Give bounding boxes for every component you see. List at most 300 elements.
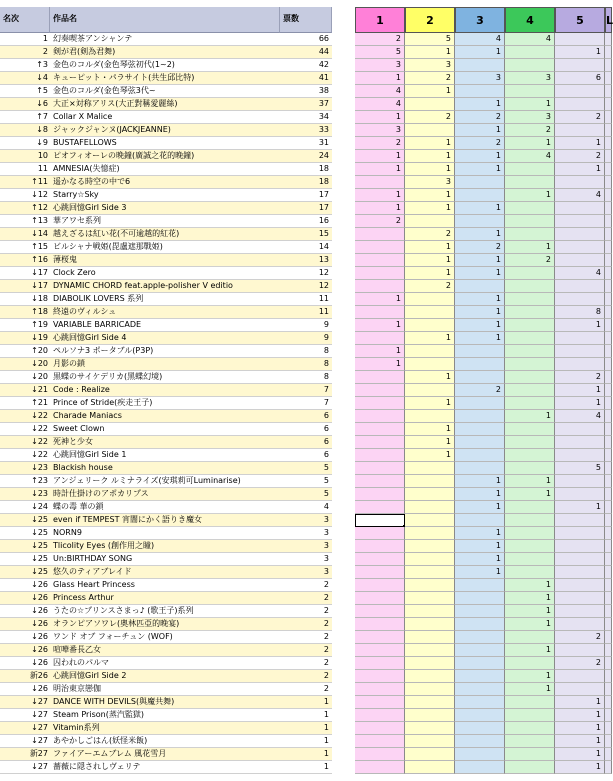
votes-cell[interactable]: 5: [280, 488, 332, 501]
score-cell[interactable]: 1: [355, 163, 405, 176]
title-cell[interactable]: BUSTAFELLOWS: [50, 137, 280, 150]
score-cell[interactable]: 1: [455, 163, 505, 176]
score-cell[interactable]: [455, 189, 505, 202]
score-cell[interactable]: [605, 215, 612, 228]
title-cell[interactable]: 越えざるは紅い花(不可逾越的紅花): [50, 228, 280, 241]
score-cell[interactable]: [405, 384, 455, 397]
rank-cell[interactable]: ↓27: [0, 735, 50, 748]
score-cell[interactable]: [605, 592, 612, 605]
score-cell[interactable]: 1: [505, 137, 555, 150]
score-cell[interactable]: [455, 670, 505, 683]
score-cell[interactable]: [555, 449, 605, 462]
rank-cell[interactable]: ↓19: [0, 332, 50, 345]
votes-cell[interactable]: 6: [280, 410, 332, 423]
score-cell[interactable]: [505, 371, 555, 384]
score-cell[interactable]: [605, 449, 612, 462]
votes-cell[interactable]: 42: [280, 59, 332, 72]
score-cell[interactable]: [555, 566, 605, 579]
title-cell[interactable]: 華アワセ系列: [50, 215, 280, 228]
score-cell[interactable]: [605, 319, 612, 332]
score-cell[interactable]: [405, 566, 455, 579]
score-cell[interactable]: [505, 696, 555, 709]
votes-cell[interactable]: 2: [280, 605, 332, 618]
rank-cell[interactable]: ↓25: [0, 540, 50, 553]
rank-cell[interactable]: 10: [0, 150, 50, 163]
rank-cell[interactable]: ↓27: [0, 709, 50, 722]
votes-cell[interactable]: 9: [280, 319, 332, 332]
score-cell[interactable]: [405, 709, 455, 722]
votes-cell[interactable]: 13: [280, 254, 332, 267]
score-cell[interactable]: [405, 683, 455, 696]
score-cell[interactable]: 1: [405, 436, 455, 449]
selected-cell[interactable]: [355, 514, 405, 527]
score-cell[interactable]: [605, 709, 612, 722]
title-cell[interactable]: 大正×対称アリス(大正對稱愛麗絲): [50, 98, 280, 111]
votes-cell[interactable]: 16: [280, 215, 332, 228]
score-cell[interactable]: [605, 332, 612, 345]
votes-cell[interactable]: 2: [280, 670, 332, 683]
score-cell[interactable]: 1: [455, 540, 505, 553]
score-cell[interactable]: [355, 423, 405, 436]
score-cell[interactable]: 1: [555, 397, 605, 410]
score-cell[interactable]: [355, 579, 405, 592]
score-cell[interactable]: [505, 761, 555, 774]
score-cell[interactable]: [605, 566, 612, 579]
score-cell[interactable]: [505, 345, 555, 358]
title-cell[interactable]: AMNESIA(失憶症): [50, 163, 280, 176]
title-cell[interactable]: Clock Zero: [50, 267, 280, 280]
votes-cell[interactable]: 2: [280, 644, 332, 657]
score-cell[interactable]: 1: [505, 579, 555, 592]
rank-cell[interactable]: ↓26: [0, 618, 50, 631]
votes-cell[interactable]: 11: [280, 306, 332, 319]
score-cell[interactable]: [505, 306, 555, 319]
score-cell[interactable]: [605, 150, 612, 163]
score-cell[interactable]: [605, 514, 612, 527]
score-cell[interactable]: [455, 696, 505, 709]
score-cell[interactable]: [505, 293, 555, 306]
column-header-2[interactable]: 2: [405, 7, 455, 33]
votes-cell[interactable]: 2: [280, 618, 332, 631]
score-cell[interactable]: [555, 592, 605, 605]
rank-cell[interactable]: ↑19: [0, 319, 50, 332]
rank-cell[interactable]: ↓26: [0, 644, 50, 657]
score-cell[interactable]: [355, 306, 405, 319]
score-cell[interactable]: 2: [455, 241, 505, 254]
column-header-6[interactable]: L: [605, 7, 612, 33]
score-cell[interactable]: [605, 59, 612, 72]
score-cell[interactable]: 1: [455, 267, 505, 280]
score-cell[interactable]: [555, 254, 605, 267]
score-cell[interactable]: [605, 735, 612, 748]
score-cell[interactable]: 2: [555, 111, 605, 124]
title-cell[interactable]: 心跳回憶Girl Side 1: [50, 449, 280, 462]
score-cell[interactable]: 2: [355, 215, 405, 228]
score-cell[interactable]: [605, 657, 612, 670]
rank-cell[interactable]: ↑3: [0, 59, 50, 72]
score-cell[interactable]: 1: [555, 748, 605, 761]
score-cell[interactable]: 1: [355, 189, 405, 202]
score-cell[interactable]: 2: [455, 111, 505, 124]
score-cell[interactable]: [555, 345, 605, 358]
score-cell[interactable]: [555, 215, 605, 228]
title-cell[interactable]: VARIABLE BARRICADE: [50, 319, 280, 332]
score-cell[interactable]: [355, 176, 405, 189]
score-cell[interactable]: [505, 358, 555, 371]
score-cell[interactable]: [555, 33, 605, 46]
votes-cell[interactable]: 6: [280, 449, 332, 462]
score-cell[interactable]: 2: [405, 111, 455, 124]
title-cell[interactable]: 囚われのパルマ: [50, 657, 280, 670]
score-cell[interactable]: 4: [555, 189, 605, 202]
score-cell[interactable]: 1: [405, 85, 455, 98]
score-cell[interactable]: [455, 345, 505, 358]
score-cell[interactable]: [605, 384, 612, 397]
score-cell[interactable]: [505, 566, 555, 579]
score-cell[interactable]: [605, 33, 612, 46]
score-cell[interactable]: [355, 566, 405, 579]
score-cell[interactable]: [405, 345, 455, 358]
rank-cell[interactable]: ↓25: [0, 514, 50, 527]
votes-cell[interactable]: 5: [280, 462, 332, 475]
votes-cell[interactable]: 2: [280, 683, 332, 696]
rank-cell[interactable]: ↑15: [0, 241, 50, 254]
score-cell[interactable]: [505, 332, 555, 345]
rank-cell[interactable]: ↓23: [0, 462, 50, 475]
column-header-1[interactable]: 1: [355, 7, 405, 33]
score-cell[interactable]: [605, 254, 612, 267]
score-cell[interactable]: [355, 696, 405, 709]
score-cell[interactable]: [355, 709, 405, 722]
rank-cell[interactable]: ↓14: [0, 228, 50, 241]
score-cell[interactable]: [455, 176, 505, 189]
rank-cell[interactable]: ↓25: [0, 566, 50, 579]
score-cell[interactable]: [455, 631, 505, 644]
score-cell[interactable]: [555, 85, 605, 98]
votes-cell[interactable]: 44: [280, 46, 332, 59]
score-cell[interactable]: [555, 228, 605, 241]
rank-cell[interactable]: ↓26: [0, 579, 50, 592]
score-cell[interactable]: 2: [505, 124, 555, 137]
score-cell[interactable]: 2: [455, 384, 505, 397]
score-cell[interactable]: 1: [405, 332, 455, 345]
rank-cell[interactable]: ↓17: [0, 280, 50, 293]
score-cell[interactable]: [505, 722, 555, 735]
title-cell[interactable]: Prince of Stride(疾走王子): [50, 397, 280, 410]
score-cell[interactable]: [455, 605, 505, 618]
score-cell[interactable]: [355, 371, 405, 384]
title-cell[interactable]: Code : Realize: [50, 384, 280, 397]
score-cell[interactable]: [355, 527, 405, 540]
score-cell[interactable]: 1: [455, 124, 505, 137]
score-cell[interactable]: [355, 332, 405, 345]
title-cell[interactable]: Glass Heart Princess: [50, 579, 280, 592]
score-cell[interactable]: [505, 527, 555, 540]
score-cell[interactable]: 1: [355, 150, 405, 163]
score-cell[interactable]: 1: [455, 202, 505, 215]
score-cell[interactable]: [455, 657, 505, 670]
rank-cell[interactable]: ↓26: [0, 631, 50, 644]
score-cell[interactable]: [555, 618, 605, 631]
score-cell[interactable]: 2: [505, 254, 555, 267]
score-cell[interactable]: [355, 241, 405, 254]
score-cell[interactable]: [405, 696, 455, 709]
score-cell[interactable]: 3: [505, 72, 555, 85]
score-cell[interactable]: [455, 618, 505, 631]
rank-cell[interactable]: ↓21: [0, 384, 50, 397]
title-cell[interactable]: ビルシャナ戦姫(毘盧遮那戰姫): [50, 241, 280, 254]
score-cell[interactable]: 1: [555, 696, 605, 709]
rank-cell[interactable]: ↑16: [0, 254, 50, 267]
score-cell[interactable]: 1: [405, 46, 455, 59]
title-cell[interactable]: キューピット・パラサイト(共生邱比特): [50, 72, 280, 85]
score-cell[interactable]: 1: [355, 202, 405, 215]
score-cell[interactable]: [355, 592, 405, 605]
votes-cell[interactable]: 2: [280, 631, 332, 644]
rank-cell[interactable]: ↑21: [0, 397, 50, 410]
score-cell[interactable]: [455, 85, 505, 98]
score-cell[interactable]: 1: [355, 319, 405, 332]
score-cell[interactable]: [555, 202, 605, 215]
score-cell[interactable]: [455, 709, 505, 722]
score-cell[interactable]: [405, 605, 455, 618]
title-cell[interactable]: 薔薇に隠されしヴェリテ: [50, 761, 280, 774]
votes-cell[interactable]: 3: [280, 540, 332, 553]
score-cell[interactable]: 1: [405, 423, 455, 436]
score-cell[interactable]: [505, 709, 555, 722]
score-cell[interactable]: [455, 748, 505, 761]
score-cell[interactable]: [605, 98, 612, 111]
title-cell[interactable]: ジャックジャンヌ(JACKJEANNE): [50, 124, 280, 137]
title-cell[interactable]: 金色のコルダ(金色琴弦初代(1~2): [50, 59, 280, 72]
score-cell[interactable]: [355, 267, 405, 280]
score-cell[interactable]: [355, 683, 405, 696]
score-cell[interactable]: [505, 46, 555, 59]
score-cell[interactable]: [405, 592, 455, 605]
title-cell[interactable]: 死神と少女: [50, 436, 280, 449]
title-cell[interactable]: even if TEMPEST 宵闇にかく語りき魔女: [50, 514, 280, 527]
score-cell[interactable]: 1: [455, 293, 505, 306]
score-cell[interactable]: [555, 488, 605, 501]
score-cell[interactable]: [405, 631, 455, 644]
score-cell[interactable]: [555, 59, 605, 72]
score-cell[interactable]: [355, 553, 405, 566]
score-cell[interactable]: 5: [555, 462, 605, 475]
votes-cell[interactable]: 1: [280, 735, 332, 748]
score-cell[interactable]: 6: [555, 72, 605, 85]
score-cell[interactable]: [455, 280, 505, 293]
score-cell[interactable]: [605, 228, 612, 241]
score-cell[interactable]: [555, 176, 605, 189]
rank-cell[interactable]: ↑18: [0, 306, 50, 319]
rank-cell[interactable]: ↓4: [0, 72, 50, 85]
score-cell[interactable]: [455, 215, 505, 228]
score-cell[interactable]: [405, 124, 455, 137]
rank-cell[interactable]: ↑23: [0, 475, 50, 488]
rank-cell[interactable]: ↓17: [0, 267, 50, 280]
score-cell[interactable]: 1: [405, 163, 455, 176]
score-cell[interactable]: [405, 501, 455, 514]
score-cell[interactable]: [505, 449, 555, 462]
score-cell[interactable]: 4: [355, 85, 405, 98]
score-cell[interactable]: 1: [505, 592, 555, 605]
score-cell[interactable]: [405, 358, 455, 371]
score-cell[interactable]: [355, 605, 405, 618]
score-cell[interactable]: [505, 163, 555, 176]
score-cell[interactable]: [455, 59, 505, 72]
rank-cell[interactable]: ↓23: [0, 488, 50, 501]
score-cell[interactable]: 1: [455, 98, 505, 111]
score-cell[interactable]: [605, 748, 612, 761]
votes-cell[interactable]: 11: [280, 293, 332, 306]
score-cell[interactable]: [555, 605, 605, 618]
score-cell[interactable]: 1: [405, 241, 455, 254]
score-cell[interactable]: 1: [455, 150, 505, 163]
score-cell[interactable]: [555, 540, 605, 553]
rank-cell[interactable]: ↓9: [0, 137, 50, 150]
title-cell[interactable]: Princess Arthur: [50, 592, 280, 605]
rank-cell[interactable]: ↓6: [0, 98, 50, 111]
score-cell[interactable]: 1: [455, 566, 505, 579]
score-cell[interactable]: [405, 475, 455, 488]
score-cell[interactable]: [605, 553, 612, 566]
score-cell[interactable]: [555, 527, 605, 540]
votes-cell[interactable]: 1: [280, 761, 332, 774]
votes-cell[interactable]: 12: [280, 267, 332, 280]
score-cell[interactable]: [555, 358, 605, 371]
score-cell[interactable]: [505, 280, 555, 293]
score-cell[interactable]: [505, 267, 555, 280]
score-cell[interactable]: [505, 514, 555, 527]
score-cell[interactable]: 3: [405, 176, 455, 189]
score-cell[interactable]: 5: [405, 33, 455, 46]
rank-cell[interactable]: ↓27: [0, 696, 50, 709]
votes-cell[interactable]: 8: [280, 345, 332, 358]
score-cell[interactable]: [455, 410, 505, 423]
score-cell[interactable]: 2: [455, 137, 505, 150]
score-cell[interactable]: [405, 670, 455, 683]
score-cell[interactable]: [555, 670, 605, 683]
score-cell[interactable]: 1: [555, 735, 605, 748]
score-cell[interactable]: 1: [505, 410, 555, 423]
title-cell[interactable]: NORN9: [50, 527, 280, 540]
score-cell[interactable]: [405, 618, 455, 631]
score-cell[interactable]: [355, 449, 405, 462]
score-cell[interactable]: 1: [505, 475, 555, 488]
rank-cell[interactable]: ↓22: [0, 410, 50, 423]
votes-cell[interactable]: 17: [280, 189, 332, 202]
score-cell[interactable]: [405, 579, 455, 592]
score-cell[interactable]: 1: [405, 137, 455, 150]
score-cell[interactable]: [355, 384, 405, 397]
title-cell[interactable]: 心跳回憶Girl Side 4: [50, 332, 280, 345]
score-cell[interactable]: [405, 410, 455, 423]
score-cell[interactable]: [555, 436, 605, 449]
score-cell[interactable]: 1: [555, 46, 605, 59]
score-cell[interactable]: [605, 488, 612, 501]
title-cell[interactable]: Collar X Malice: [50, 111, 280, 124]
votes-cell[interactable]: 18: [280, 163, 332, 176]
score-cell[interactable]: [505, 540, 555, 553]
title-cell[interactable]: 蝶の毒 華の鎖: [50, 501, 280, 514]
score-cell[interactable]: [455, 514, 505, 527]
score-cell[interactable]: [455, 592, 505, 605]
votes-cell[interactable]: 1: [280, 722, 332, 735]
score-cell[interactable]: 1: [355, 72, 405, 85]
title-cell[interactable]: 剣が君(剣為君舞): [50, 46, 280, 59]
score-cell[interactable]: [555, 475, 605, 488]
score-cell[interactable]: [505, 397, 555, 410]
score-cell[interactable]: [355, 670, 405, 683]
score-cell[interactable]: [405, 761, 455, 774]
score-cell[interactable]: [455, 579, 505, 592]
votes-cell[interactable]: 3: [280, 553, 332, 566]
rank-cell[interactable]: ↑11: [0, 176, 50, 189]
rank-cell[interactable]: ↓25: [0, 527, 50, 540]
score-cell[interactable]: 8: [555, 306, 605, 319]
score-cell[interactable]: [455, 371, 505, 384]
score-cell[interactable]: [505, 735, 555, 748]
score-cell[interactable]: [605, 371, 612, 384]
score-cell[interactable]: [505, 748, 555, 761]
title-cell[interactable]: 時計仕掛けのアポカリプス: [50, 488, 280, 501]
score-cell[interactable]: 3: [355, 124, 405, 137]
score-cell[interactable]: 1: [555, 319, 605, 332]
score-cell[interactable]: 1: [405, 267, 455, 280]
score-cell[interactable]: 1: [555, 761, 605, 774]
score-cell[interactable]: 5: [355, 46, 405, 59]
score-cell[interactable]: [505, 657, 555, 670]
score-cell[interactable]: [555, 124, 605, 137]
votes-cell[interactable]: 3: [280, 527, 332, 540]
score-cell[interactable]: [355, 540, 405, 553]
score-cell[interactable]: [555, 241, 605, 254]
score-cell[interactable]: 1: [455, 475, 505, 488]
score-cell[interactable]: [605, 397, 612, 410]
votes-cell[interactable]: 1: [280, 709, 332, 722]
votes-cell[interactable]: 34: [280, 111, 332, 124]
score-cell[interactable]: [355, 488, 405, 501]
title-cell[interactable]: 明治東京戀伽: [50, 683, 280, 696]
score-cell[interactable]: 4: [455, 33, 505, 46]
score-cell[interactable]: 1: [555, 163, 605, 176]
score-cell[interactable]: 1: [455, 488, 505, 501]
score-cell[interactable]: 2: [555, 657, 605, 670]
votes-cell[interactable]: 6: [280, 436, 332, 449]
score-cell[interactable]: 1: [555, 501, 605, 514]
score-cell[interactable]: [405, 488, 455, 501]
score-cell[interactable]: [605, 124, 612, 137]
score-cell[interactable]: [605, 358, 612, 371]
rank-cell[interactable]: ↑12: [0, 202, 50, 215]
score-cell[interactable]: 2: [405, 280, 455, 293]
score-cell[interactable]: [555, 293, 605, 306]
score-cell[interactable]: 2: [405, 72, 455, 85]
score-cell[interactable]: 4: [505, 33, 555, 46]
rank-cell[interactable]: ↓20: [0, 358, 50, 371]
title-cell[interactable]: ワンド オブ フォーチュン (WOF): [50, 631, 280, 644]
score-cell[interactable]: [605, 761, 612, 774]
votes-cell[interactable]: 18: [280, 176, 332, 189]
score-cell[interactable]: [605, 423, 612, 436]
score-cell[interactable]: 1: [355, 111, 405, 124]
rank-cell[interactable]: ↓24: [0, 501, 50, 514]
score-cell[interactable]: 4: [555, 267, 605, 280]
rank-cell[interactable]: ↓27: [0, 722, 50, 735]
score-cell[interactable]: [505, 436, 555, 449]
votes-cell[interactable]: 66: [280, 33, 332, 46]
score-cell[interactable]: [605, 46, 612, 59]
